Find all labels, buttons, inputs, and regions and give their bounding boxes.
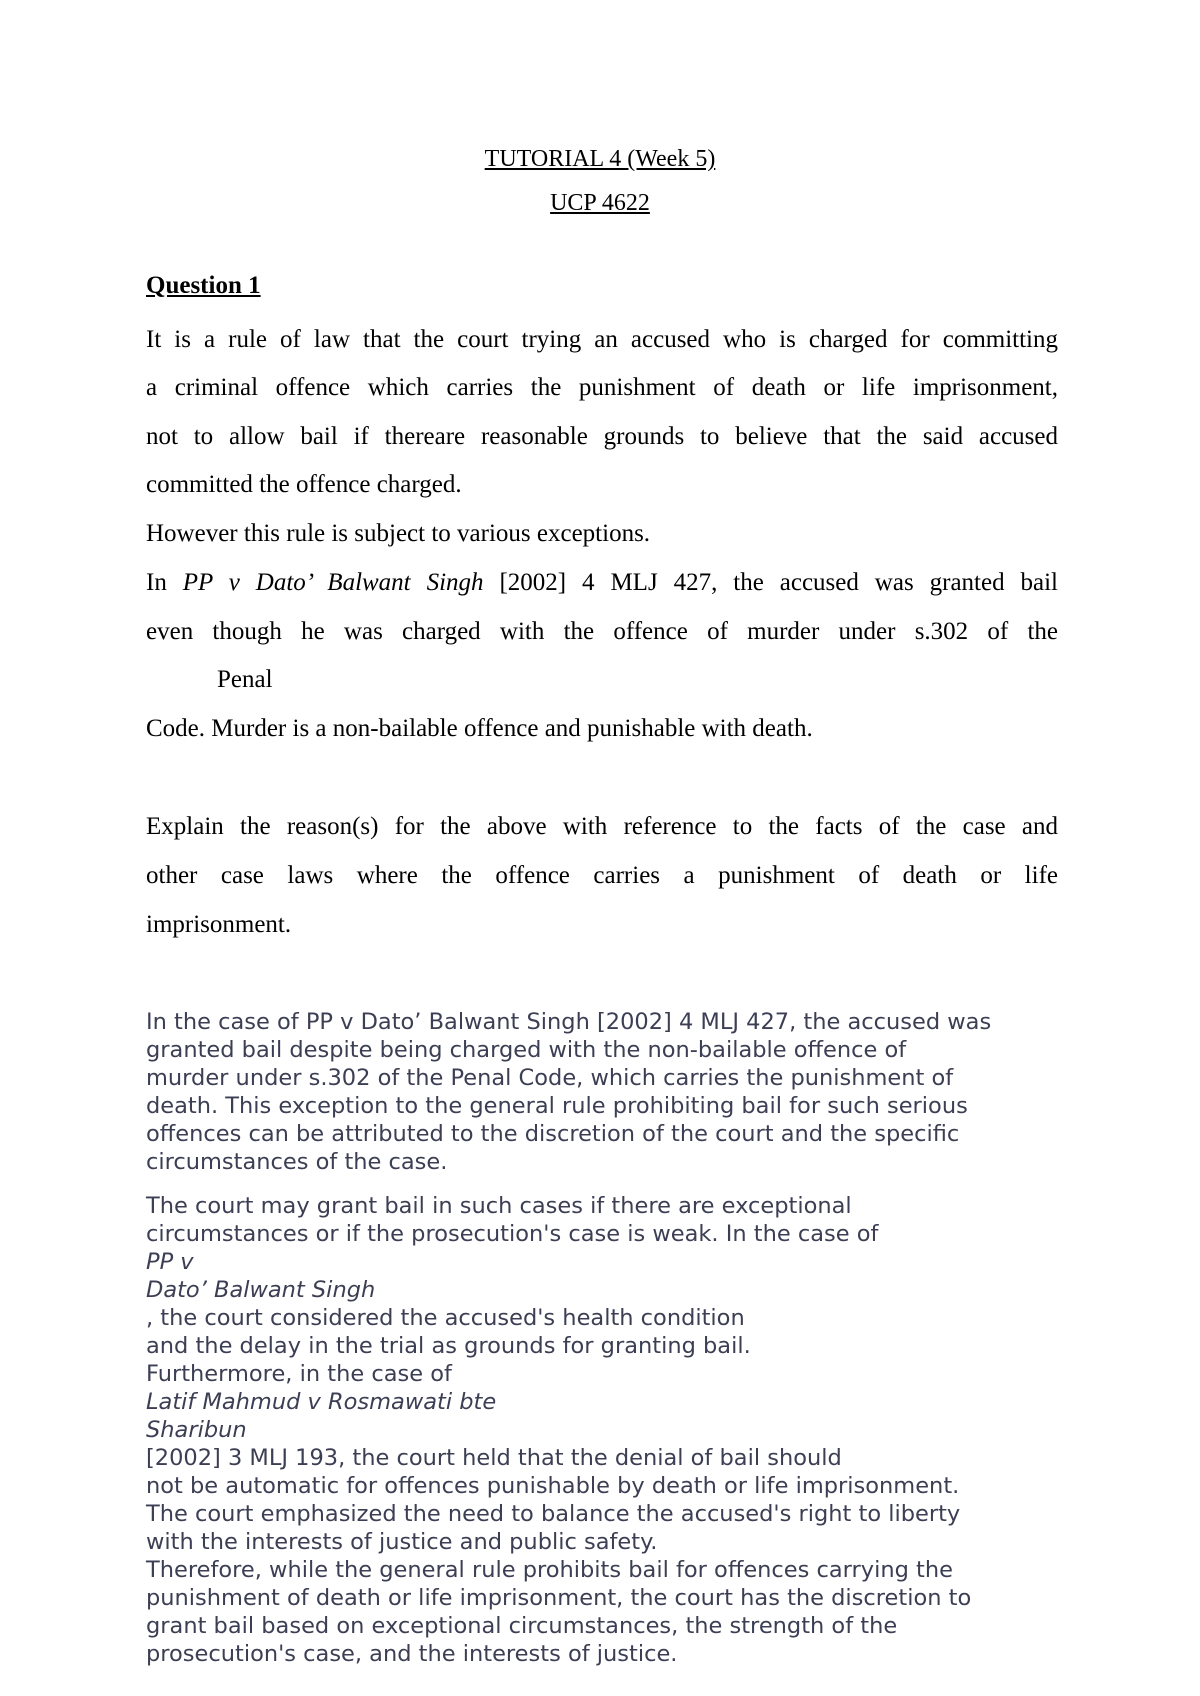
case-line-suffix: [2002] 4 MLJ 427, the accused was granted bail xyxy=(483,569,1058,596)
answer-line: death. This exception to the general rule prohibiting bail for such serious xyxy=(146,1093,968,1119)
question-line: committed the offence charged. xyxy=(146,471,462,498)
answer-line: circumstances of the case. xyxy=(146,1149,448,1175)
answer-line: Therefore, while the general rule prohibits bail for offences carrying the xyxy=(146,1557,953,1583)
answer-line xyxy=(146,1276,1076,1332)
question-line: It is a rule of law that the court trying an accused who is charged for committing xyxy=(146,326,1058,353)
question-line: a criminal offence which carries the punishment of death or life imprisonment, xyxy=(146,374,1058,401)
question-line: Penal xyxy=(217,666,273,693)
answer-line xyxy=(146,1220,1076,1276)
question-line: However this rule is subject to various exceptions. xyxy=(146,520,651,547)
answer-text: circumstances or if the prosecution's case is weak. In the case of xyxy=(146,1221,879,1247)
answer-line: prosecution's case, and the interests of justice. xyxy=(146,1641,678,1667)
answer-text: Furthermore, in the case of xyxy=(146,1361,452,1387)
answer-line: In the case of PP v Dato’ Balwant Singh [2002] 4 MLJ 427, the accused was xyxy=(146,1009,992,1035)
question-line: even though he was charged with the offence of murder under s.302 of the xyxy=(146,618,1058,645)
question-line: Code. Murder is a non-bailable offence and punishable with death. xyxy=(146,715,813,742)
question-line: not to allow bail if thereare reasonable grounds to believe that the said accused xyxy=(146,423,1058,450)
answer-line: punishment of death or life imprisonment, the court has the discretion to xyxy=(146,1585,972,1611)
case-reference-line xyxy=(146,568,1058,598)
answer-line: granted bail despite being charged with the non-bailable offence of xyxy=(146,1037,907,1063)
case-line-prefix: In xyxy=(146,569,183,596)
case-name: Latif Mahmud v Rosmawati bte xyxy=(146,1389,497,1415)
instruction-line: other case laws where the offence carries a punishment of death or life xyxy=(146,862,1058,889)
answer-text: [2002] 3 MLJ 193, the court held that the denial of bail should xyxy=(146,1445,842,1471)
answer-paragraph-1 xyxy=(146,1008,1076,1176)
case-name: PP v Dato’ Balwant Singh xyxy=(182,569,484,596)
answer-text: , the court considered the accused's health condition xyxy=(146,1305,745,1331)
instruction-line: imprisonment. xyxy=(146,911,292,938)
answer-line: with the interests of justice and public safety. xyxy=(146,1529,658,1555)
answer-line: grant bail based on exceptional circumstances, the strength of the xyxy=(146,1613,898,1639)
answer-line xyxy=(146,1416,1076,1472)
case-name: Dato’ Balwant Singh xyxy=(146,1277,376,1303)
answer-line: not be automatic for offences punishable by death or life imprisonment. xyxy=(146,1473,960,1499)
case-name: PP v xyxy=(146,1249,194,1275)
answer-line: The court may grant bail in such cases if there are exceptional xyxy=(146,1193,852,1219)
answer-line: and the delay in the trial as grounds for granting bail. xyxy=(146,1333,751,1359)
answer-line xyxy=(146,1360,1076,1416)
answer-line: offences can be attributed to the discretion of the court and the specific xyxy=(146,1121,960,1147)
instruction-line: Explain the reason(s) for the above with reference to the facts of the case and xyxy=(146,813,1058,840)
course-code: UCP 4622 xyxy=(550,190,650,216)
question-heading: Question 1 xyxy=(146,272,261,299)
answer-line: murder under s.302 of the Penal Code, which carries the punishment of xyxy=(146,1065,954,1091)
answer-line: The court emphasized the need to balance the accused's right to liberty xyxy=(146,1501,961,1527)
answer-paragraph-2 xyxy=(146,1192,1076,1668)
tutorial-title: TUTORIAL 4 (Week 5) xyxy=(484,146,716,172)
case-name: Sharibun xyxy=(146,1417,247,1443)
